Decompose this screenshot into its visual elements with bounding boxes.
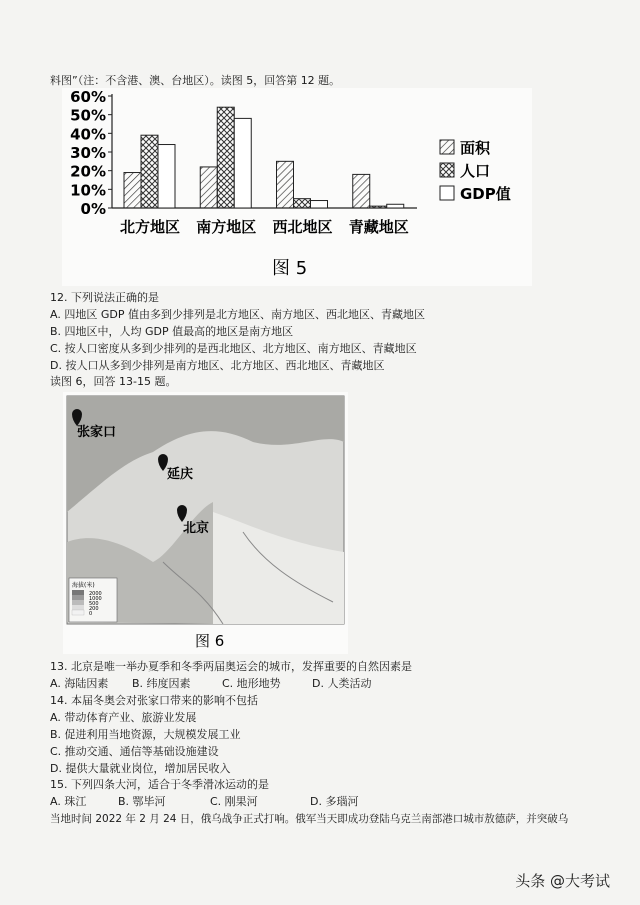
q14-option-d: D. 提供大量就业岗位，增加居民收入	[50, 762, 231, 775]
legend-label: GDP值	[460, 185, 511, 203]
bar-面积-西北地区	[277, 161, 294, 208]
q12-stem: 12. 下列说法正确的是	[50, 291, 159, 304]
legend-swatch	[440, 140, 454, 154]
x-category-label: 北方地区	[119, 218, 181, 236]
legend-value: 1000	[89, 596, 102, 602]
q13-stem: 13. 北京是唯一举办夏季和冬季两届奥运会的城市，发挥重要的自然因素是	[50, 660, 412, 673]
legend-value: 0	[89, 611, 93, 617]
legend-value: 2000	[89, 591, 102, 597]
tail-line: 当地时间 2022 年 2 月 24 日，俄乌战争正式打响。俄军当天即成功登陆乌克兰南部港口城市敖德萨，并突破乌	[50, 813, 569, 825]
q15-option-c: C. 刚果河	[210, 795, 258, 808]
q12-option-b: B. 四地区中，人均 GDP 值最高的地区是南方地区	[50, 325, 294, 338]
q12-option-c: C. 按人口密度从多到少排列的是西北地区、北方地区、南方地区、青藏地区	[50, 342, 417, 355]
legend-value: 200	[89, 606, 99, 612]
bar-GDP值-北方地区	[158, 145, 175, 208]
q12-option-d: D. 按人口从多到少排列是南方地区、北方地区、西北地区、青藏地区	[50, 359, 385, 372]
figure-5-chart	[62, 88, 532, 286]
bar-面积-青藏地区	[353, 174, 370, 208]
bar-GDP值-青藏地区	[387, 204, 404, 208]
q14-option-b: B. 促进利用当地资源，大规模发展工业	[50, 728, 241, 741]
legend-swatch	[440, 163, 454, 177]
city-label-yanqing: 延庆	[167, 467, 194, 482]
legend-swatch	[440, 186, 454, 200]
q13-options	[50, 677, 371, 691]
map-svg	[63, 392, 348, 654]
x-category-label: 西北地区	[272, 218, 333, 236]
q15-options	[50, 795, 358, 809]
q15-option-b: B. 鄂毕河	[118, 795, 166, 808]
q13-option-c: C. 地形地势	[222, 677, 281, 690]
bar-人口-北方地区	[141, 135, 158, 208]
x-category-label: 南方地区	[196, 218, 257, 236]
q15-option-a: A. 珠江	[50, 795, 87, 808]
bar-GDP值-西北地区	[311, 201, 328, 208]
y-tick-label: 20%	[70, 162, 106, 181]
q14-stem: 14. 本届冬奥会对张家口带来的影响不包括	[50, 694, 258, 707]
q14-option-c: C. 推动交通、通信等基础设施建设	[50, 745, 219, 758]
city-label-beijing: 北京	[183, 521, 210, 536]
bar-面积-南方地区	[200, 167, 217, 208]
q14-option-a: A. 带动体育产业、旅游业发展	[50, 711, 197, 724]
q15-option-d: D. 多瑙河	[310, 795, 359, 808]
figure-5-caption: 图 5	[272, 258, 308, 279]
intro-line: 料图”（注：不含港、澳、台地区）。读图 5，回答第 12 题。	[50, 74, 341, 87]
bar-chart-svg	[62, 88, 532, 286]
bar-GDP值-南方地区	[234, 118, 251, 208]
elevation-legend	[69, 578, 117, 622]
y-tick-label: 60%	[70, 88, 106, 106]
city-label-zhangjiakou: 张家口	[77, 425, 117, 440]
watermark-text: 头条 @大考试	[515, 872, 610, 890]
y-tick-label: 10%	[70, 181, 106, 200]
q13-option-d: D. 人类活动	[312, 677, 372, 690]
figure-6-caption: 图 6	[195, 632, 225, 650]
legend-label: 面积	[460, 139, 491, 157]
read-figure-6: 读图 6，回答 13-15 题。	[50, 375, 177, 388]
legend-label: 人口	[460, 162, 491, 180]
x-category-label: 青藏地区	[348, 218, 409, 236]
q12-option-a: A. 四地区 GDP 值由多到少排列是北方地区、南方地区、西北地区、青藏地区	[50, 308, 425, 321]
q13-option-b: B. 纬度因素	[132, 677, 191, 690]
legend-title: 海拔(米)	[72, 582, 95, 589]
y-tick-label: 30%	[70, 144, 106, 162]
bar-面积-北方地区	[124, 173, 141, 208]
bar-人口-青藏地区	[370, 206, 387, 208]
y-tick-label: 40%	[70, 125, 106, 144]
y-tick-label: 0%	[80, 200, 106, 218]
bar-人口-西北地区	[294, 199, 311, 208]
y-tick-label: 50%	[70, 106, 106, 125]
q13-option-a: A. 海陆因素	[50, 677, 109, 690]
bar-人口-南方地区	[217, 107, 234, 208]
q15-stem: 15. 下列四条大河，适合于冬季滑冰运动的是	[50, 778, 269, 791]
legend-value: 500	[89, 601, 99, 607]
figure-6-map	[63, 392, 348, 654]
